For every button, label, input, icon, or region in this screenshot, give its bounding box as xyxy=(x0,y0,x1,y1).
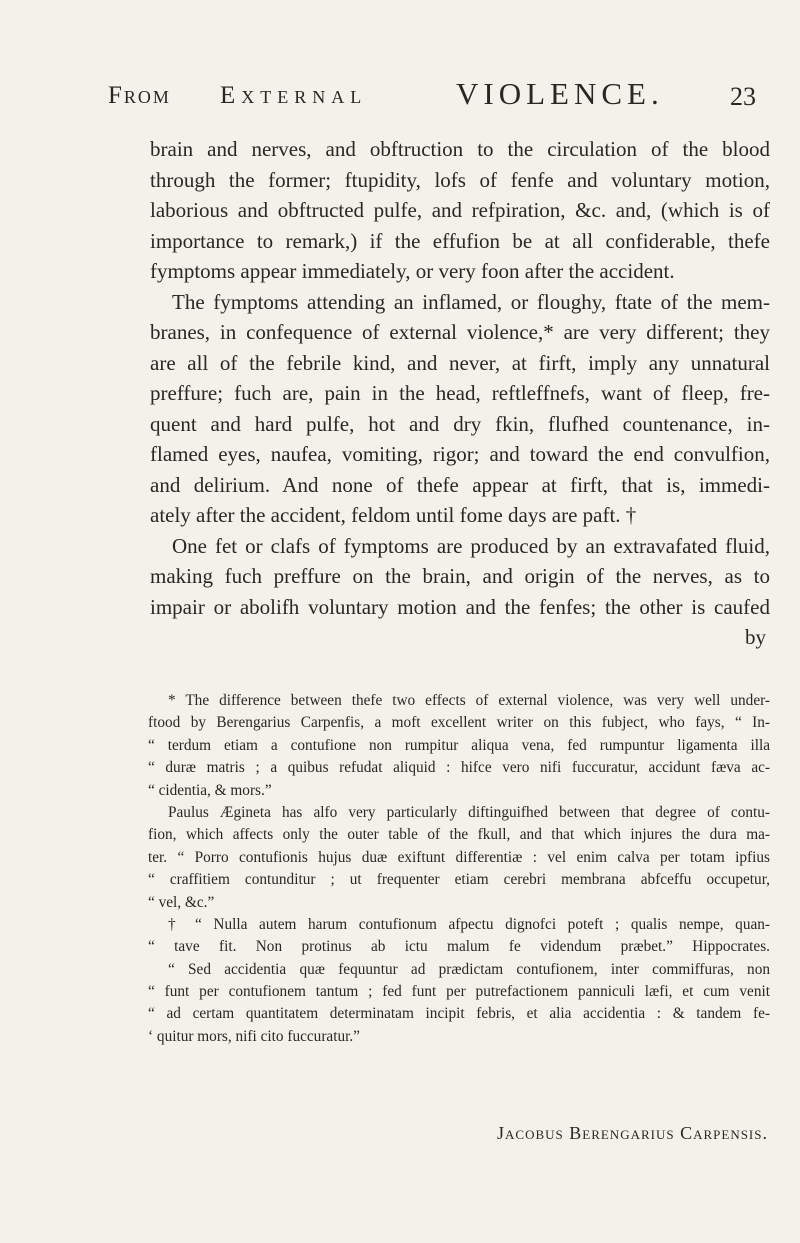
catchword: by xyxy=(745,625,766,649)
text-line: quent and hard pulfe, hot and dry fkin, flufhed countenance, in- xyxy=(150,411,770,436)
footnote-line: ftood by Berengarius Carpenfis, a moft excellent writer on this fubject, who fays, “ In- xyxy=(148,714,770,732)
text-line: brain and nerves, and obftruction to the circulation of the blood xyxy=(150,137,770,161)
text-line: making fuch preffure on the brain, and origin of the nerves, as to xyxy=(150,564,770,588)
footnote-line: † “ Nulla autem harum contufionum afpectu dignofci poteft ; qualis nempe, quan- xyxy=(168,915,770,933)
header-external: External xyxy=(220,82,368,109)
text-line: One fet or clafs of fymptoms are produced by an extravafated fluid, xyxy=(172,533,770,558)
header-violence: VIOLENCE. xyxy=(456,76,664,111)
footnotes xyxy=(148,690,770,1048)
footnote-line: “ duræ matris ; a quibus refudat aliquid : hifce vero nifi fuccuratur, accidunt fæva ac- xyxy=(148,759,770,777)
text-line: branes, in confequence of external violence,* are very different; they xyxy=(150,320,770,344)
footnote-line: ‘ quitur mors, nifi cito fuccuratur.” xyxy=(148,1027,360,1045)
text-line: The fymptoms attending an inflamed, or floughy, ftate of the mem- xyxy=(172,289,770,314)
text-line: through the former; ftupidity, lofs of fenfe and voluntary motion, xyxy=(150,167,770,192)
text-line: flamed eyes, naufea, vomiting, rigor; and toward the end convulfion, xyxy=(150,442,770,466)
text-line: preffure; fuch are, pain in the head, reftleffnefs, want of fleep, fre- xyxy=(150,381,770,405)
footnote-line: fion, which affects only the outer table of the fkull, and that which injures the dura ma- xyxy=(148,826,770,844)
text-line: laborious and obftructed pulfe, and refpiration, &c. and, (which is of xyxy=(150,198,770,222)
footnote-line: “ cidentia, & mors.” xyxy=(148,781,272,799)
footnote-line: * The difference between thefe two effects of external violence, was very well under- xyxy=(168,692,770,709)
text-line: impair or abolifh voluntary motion and the fenfes; the other is caufed xyxy=(150,594,770,619)
footnote-line: “ ad certam quantitatem determinatam incipit febris, et alia accidentia : & tandem fe- xyxy=(148,1005,770,1023)
header-from: From xyxy=(108,82,171,109)
footnote-line: ter. “ Porro contufionis hujus duæ exiftunt differentiæ : vel enim calva per totam ipfius xyxy=(148,848,770,866)
footnote-line: Paulus Ægineta has alfo very particularly diftinguifhed between that degree of contu- xyxy=(168,803,770,821)
footnote-line: “ terdum etiam a contufione non rumpitur aliqua vena, fed rumpuntur ligamenta illa xyxy=(148,736,770,754)
text-line: and delirium. And none of thefe appear at firft, that is, immedi- xyxy=(150,472,770,497)
running-header xyxy=(108,76,768,116)
text-line: fymptoms appear immediately, or very foon after the accident. xyxy=(150,259,675,283)
text-line: are all of the febrile kind, and never, at firft, imply any unnatural xyxy=(150,350,770,375)
footnote-line: “ Sed accidentia quæ fequuntur ad prædictam contufionem, inter commiffuras, non xyxy=(168,960,770,978)
footnote-line: “ vel, &c.” xyxy=(148,893,215,911)
footnote-line: “ funt per contufionem tantum ; fed funt per putrefactionem panniculi læfi, et cum venit xyxy=(148,983,770,1001)
page-number: 23 xyxy=(730,82,756,111)
text-line: importance to remark,) if the effufion be at all confiderable, thefe xyxy=(150,228,770,253)
footnote-signature: Jacobus Berengarius Carpensis. xyxy=(497,1123,768,1143)
footnote-line: “ craffitiem contunditur ; ut frequenter etiam cerebri membrana abfceffu occupetur, xyxy=(148,871,770,889)
main-text xyxy=(150,134,770,653)
text-line: ately after the accident, feldom until fome days are paft. † xyxy=(150,503,637,527)
footnote-line: “ tave fit. Non protinus ab ictu malum fe videndum præbet.” Hippocrates. xyxy=(148,938,770,956)
